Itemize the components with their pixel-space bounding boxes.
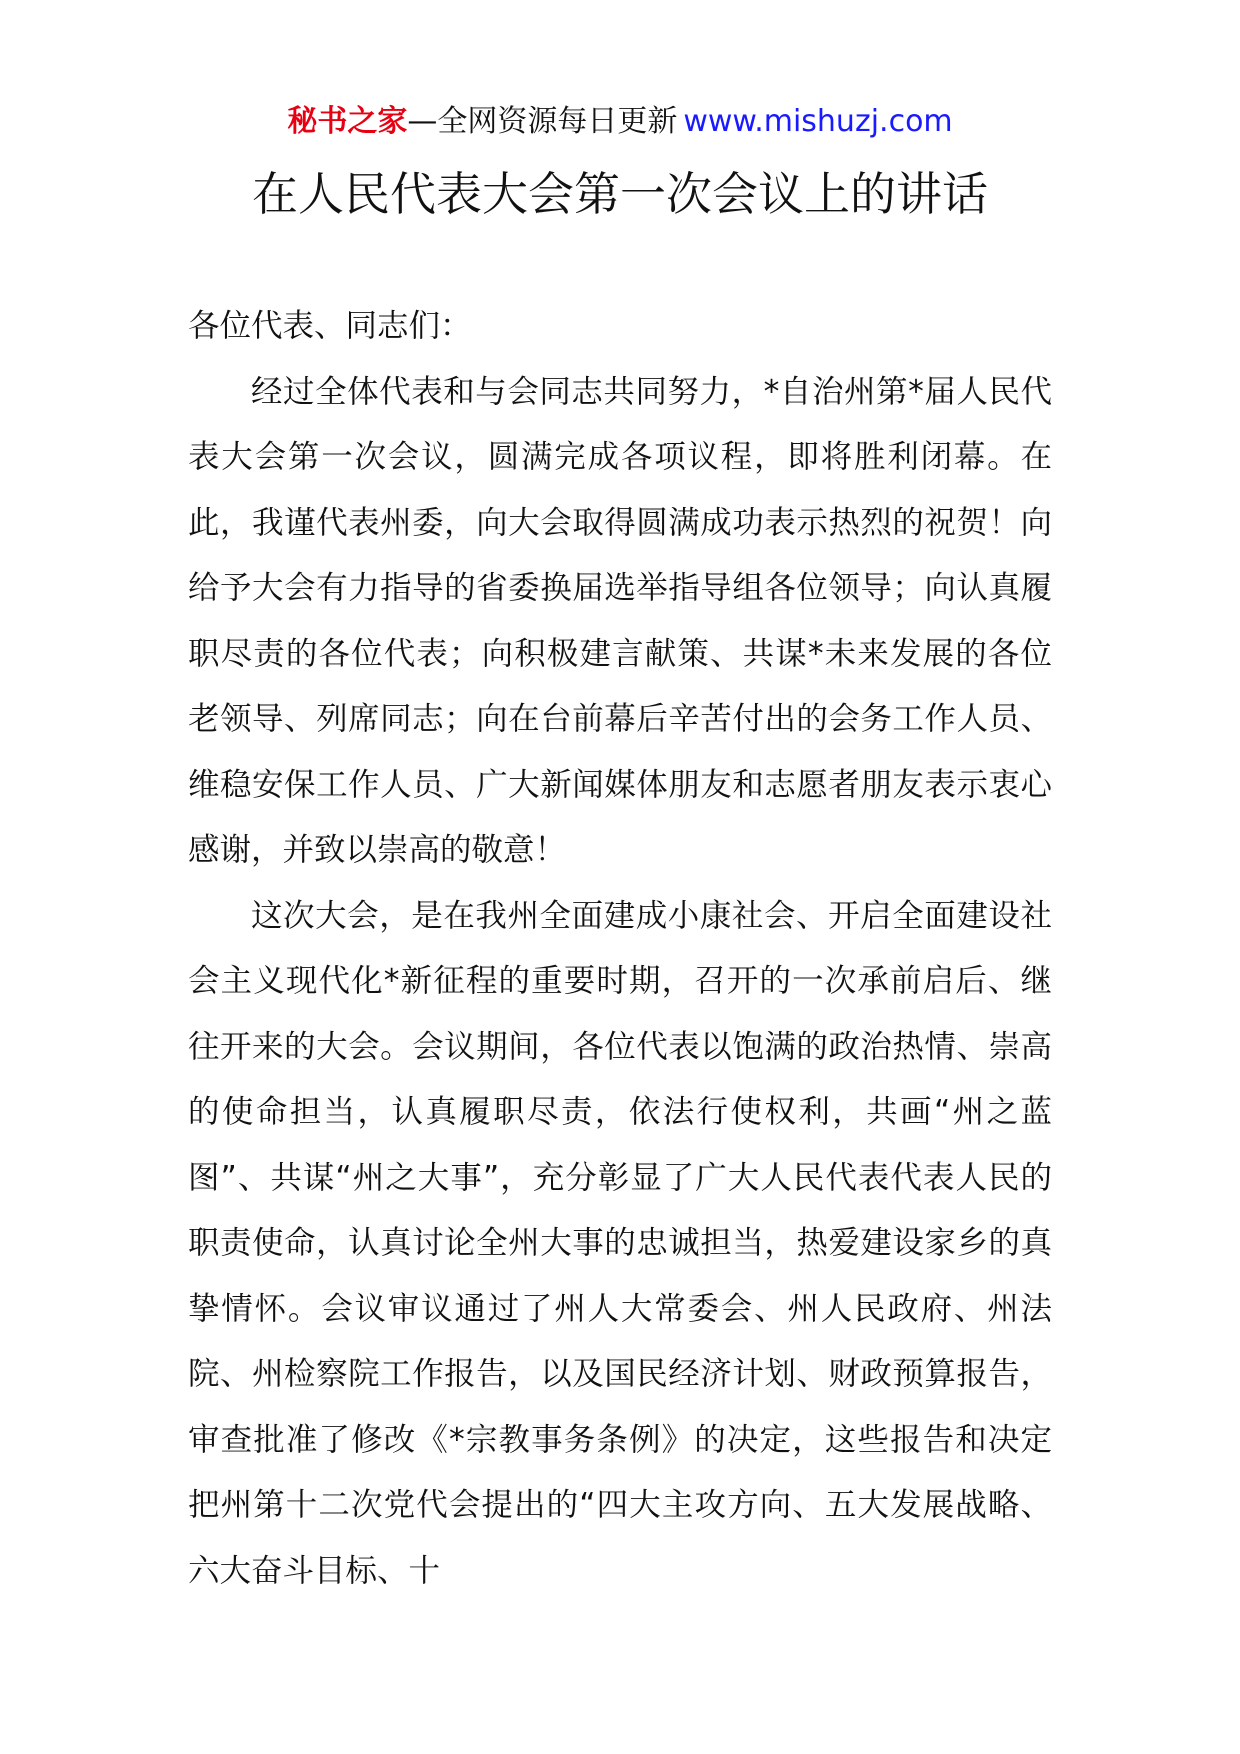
paragraph-2: 这次大会，是在我州全面建成小康社会、开启全面建设社会主义现代化*新征程的重要时期，召开的一次承前启后、继往开来的大会。会议期间，各位代表以饱满的政治热情、崇高的使命担当，认真履职尽责，依法行使权利，共画“州之蓝图”、共谋“州之大事”，充分彰显了广大人民代表代表人民的职责使命，认真讨论全州大事的忠诚担当，热爱建设家乡的真挚情怀。会议审议通过了州人大常委会、州人民政府、州法院、州检察院工作报告，以及国民经济计划、财政预算报告，审查批准了修改《*宗教事务条例》的决定，这些报告和决定把州第十二次党代会提出的“四大主攻方向、五大发展战略、六大奋斗目标、十 <box>188 897 1052 1589</box>
site-brand: 秘书之家 <box>287 104 408 139</box>
site-slogan: —全网资源每日更新 <box>407 104 678 139</box>
site-header <box>0 100 1240 144</box>
document-body <box>188 294 1052 1604</box>
paragraph-1: 经过全体代表和与会同志共同努力，*自治州第*届人民代表大会第一次会议，圆满完成各项议程，即将胜利闭幕。在此，我谨代表州委，向大会取得圆满成功表示热烈的祝贺！向给予大会有力指导的省委换届选举指导组各位领导；向认真履职尽责的各位代表；向积极建言献策、共谋*未来发展的各位老领导、列席同志；向在台前幕后辛苦付出的会务工作人员、维稳安保工作人员、广大新闻媒体朋友和志愿者朋友表示衷心感谢，并致以崇高的敬意！ <box>188 373 1052 868</box>
salutation: 各位代表、同志们： <box>188 308 472 344</box>
document-title: 在人民代表大会第一次会议上的讲话 <box>252 167 988 221</box>
site-url-link[interactable]: www.mishuzj.com <box>683 104 953 139</box>
